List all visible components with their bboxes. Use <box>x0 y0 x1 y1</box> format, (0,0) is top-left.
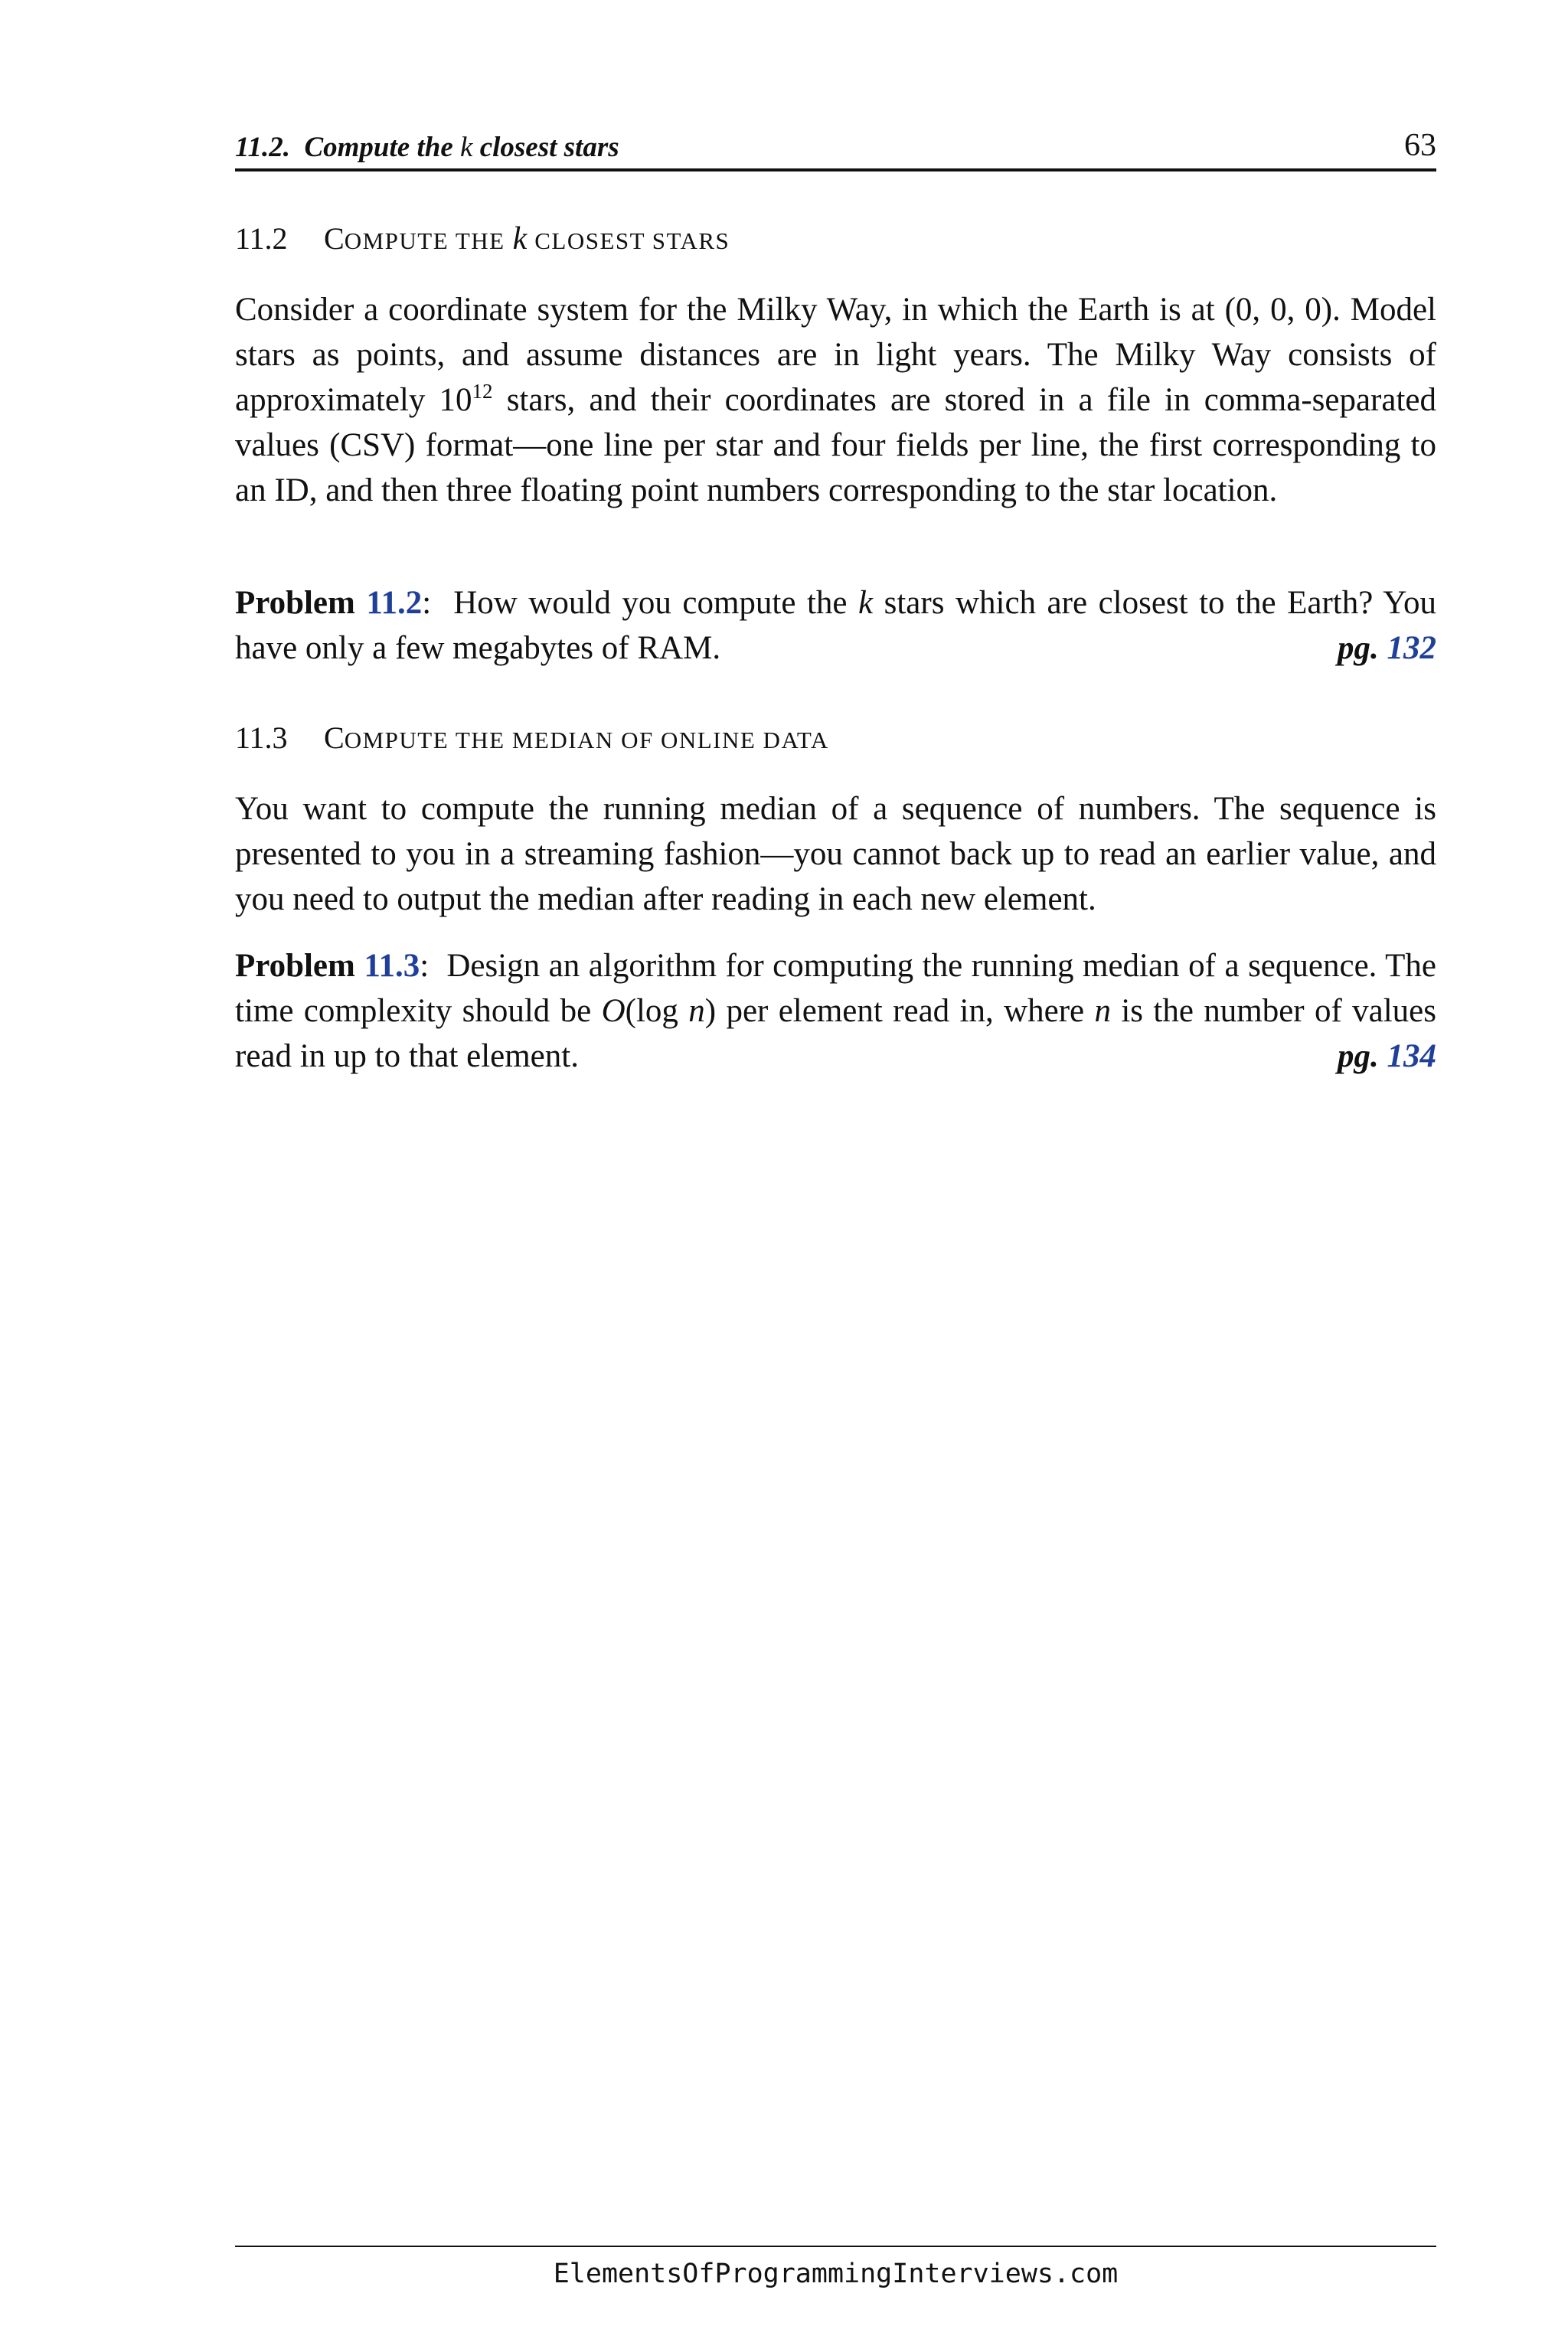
section-title-k: k <box>512 221 528 256</box>
big-o-symbol: O <box>601 993 626 1029</box>
problem-text-part-1: Design an algorithm for computing the running median of a sequence. The time complexity should be <box>235 948 1437 1029</box>
page-reference-link[interactable]: 134 <box>1387 1038 1436 1074</box>
paragraph-text-part-2: stars, and their coordinates are stored in a file in comma-separated values (CSV) format—one line per star and four fields per line, the first corresponding to an ID, and then three floating point numbers corresponding to the star location. <box>235 382 1436 508</box>
paragraph-text-part-1: Consider a coordinate system for the Milky Way, in which the Earth is at (0, 0, 0). Model stars as points, and assume distances are in light years. The Milky Way consists of approximately 10 <box>235 292 1436 418</box>
page-reference-label: pg. <box>1338 1038 1379 1074</box>
variable-n: n <box>688 993 705 1029</box>
running-header-title-part-2: closest stars <box>479 132 619 163</box>
section-number: 11.3 <box>235 720 288 755</box>
footer-divider <box>235 2246 1436 2247</box>
section-title-cap: C <box>324 720 345 755</box>
running-header <box>235 122 1436 172</box>
problem-k: k <box>858 585 874 621</box>
log-text: (log <box>625 993 678 1029</box>
problem-number-link[interactable]: 11.2 <box>366 585 423 621</box>
section-11-2-paragraph <box>235 287 1436 513</box>
page-number: 63 <box>1404 128 1436 163</box>
exponent: 12 <box>472 380 493 403</box>
problem-11-3 <box>235 943 1436 1079</box>
section-title-part-2: CLOSEST STARS <box>534 227 730 254</box>
page-reference <box>1338 1034 1436 1079</box>
problem-label: Problem <box>235 585 355 621</box>
page-reference-label: pg. <box>1338 630 1379 666</box>
problem-number-link[interactable]: 11.3 <box>364 948 420 984</box>
footer-url: ElementsOfProgrammingInterviews.com <box>553 2259 1119 2289</box>
running-header-section-number: 11.2. <box>235 132 290 163</box>
page-reference-link[interactable]: 132 <box>1387 630 1436 666</box>
section-heading-11-2 <box>235 220 730 257</box>
section-number: 11.2 <box>235 221 288 256</box>
section-title-part-1: OMPUTE THE MEDIAN OF ONLINE DATA <box>344 727 829 753</box>
problem-label: Problem <box>235 948 355 984</box>
problem-text-part-2: ) per element read in, where <box>704 993 1085 1029</box>
section-11-3-paragraph: You want to compute the running median of a sequence of numbers. The sequence is presented to you in a streaming fashion—you cannot back up to read an earlier value, and you need to output the median after reading in each new element. <box>235 791 1436 917</box>
problem-11-2 <box>235 580 1436 671</box>
page-reference <box>1338 626 1436 671</box>
running-header-title <box>235 131 619 164</box>
problem-text-part-3: is the number of values read in up to that element. <box>235 993 1437 1074</box>
section-title-cap: C <box>324 221 345 256</box>
running-header-k: k <box>460 132 473 163</box>
problem-colon: : <box>420 948 430 984</box>
variable-n: n <box>1094 993 1111 1029</box>
section-title-part-1: OMPUTE THE <box>344 227 505 254</box>
problem-colon: : <box>422 585 432 621</box>
running-header-title-part-1: Compute the <box>304 132 453 163</box>
problem-text-part-2: stars which are closest to the Earth? You have only a few megabytes of RAM. <box>235 585 1436 666</box>
problem-text-part-1: How would you compute the <box>453 585 848 621</box>
section-heading-11-3 <box>235 720 829 756</box>
